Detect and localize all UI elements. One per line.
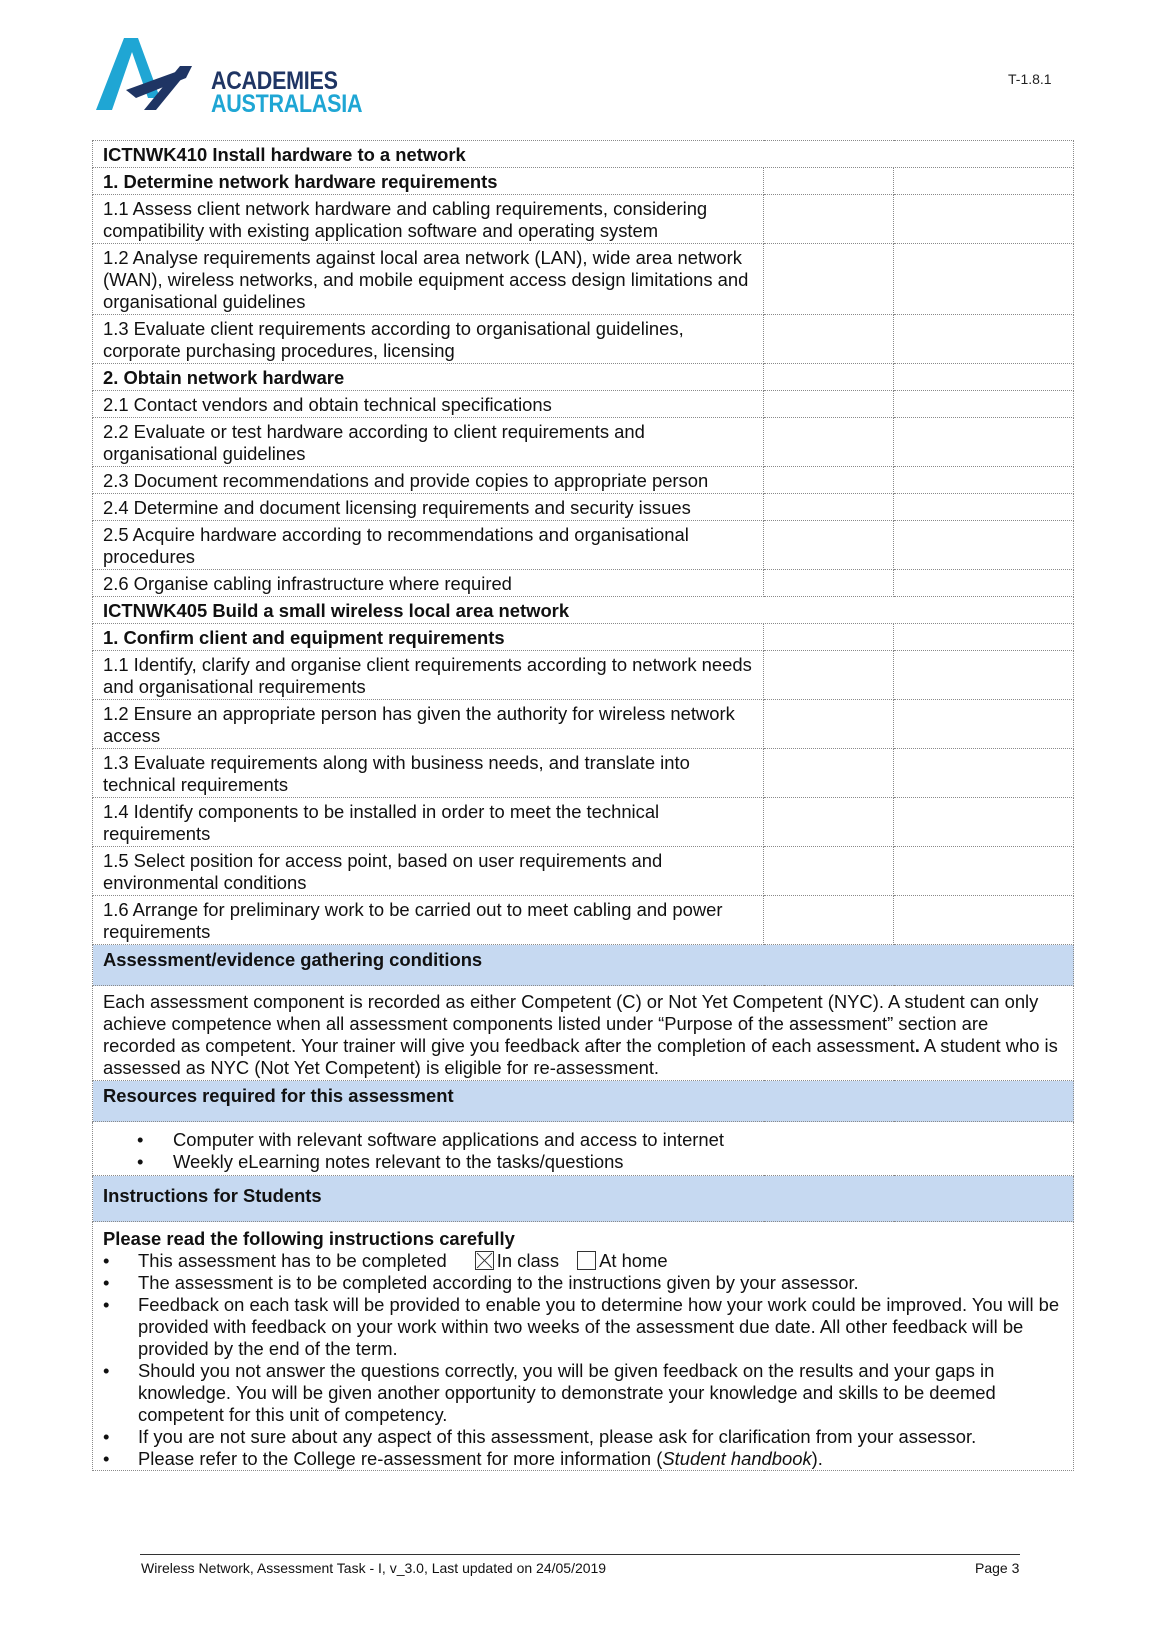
- cell-blank: [894, 364, 1074, 391]
- criterion-row: [93, 651, 1074, 700]
- criterion-text: 1.3 Evaluate requirements along with business needs, and translate into technical requirements: [93, 749, 764, 798]
- criteria-table: [92, 140, 1074, 1471]
- criterion-text: 2.6 Organise cabling infrastructure where required: [93, 570, 764, 597]
- cell-blank: [764, 418, 894, 467]
- criterion-text: 1.1 Assess client network hardware and cabling requirements, considering compatibility with existing application software and operating system: [93, 195, 764, 244]
- logo-text-australasia: AUSTRALASIA: [211, 90, 363, 118]
- cell-blank: [764, 244, 894, 315]
- section-heading-row: [93, 1176, 1074, 1222]
- instructions-list: [103, 1250, 1063, 1470]
- instructions-cell: [93, 1222, 1074, 1471]
- list-item: • Weekly eLearning notes relevant to the tasks/questions: [173, 1151, 1063, 1173]
- section-heading-row: [93, 1081, 1074, 1122]
- cell-blank: [764, 364, 894, 391]
- cell-blank: [894, 651, 1074, 700]
- cell-blank: [764, 570, 894, 597]
- criterion-text: 2.3 Document recommendations and provide copies to appropriate person: [93, 467, 764, 494]
- criterion-text: 1.3 Evaluate client requirements according to organisational guidelines, corporate purchasing procedures, licensing: [93, 315, 764, 364]
- cell-blank: [764, 315, 894, 364]
- criterion-text: 2.2 Evaluate or test hardware according to client requirements and organisational guidelines: [93, 418, 764, 467]
- student-handbook-reference: Student handbook: [662, 1448, 812, 1469]
- cell-blank: [764, 651, 894, 700]
- cell-blank: [894, 418, 1074, 467]
- list-item: • If you are not sure about any aspect of this assessment, please ask for clarification from your assessor.: [138, 1426, 1063, 1448]
- cell-blank: [894, 391, 1074, 418]
- at-home-checkbox[interactable]: [577, 1251, 596, 1270]
- criterion-row: [93, 391, 1074, 418]
- footer-page-number: Page 3: [975, 1560, 1020, 1576]
- cell-blank: [894, 168, 1074, 195]
- cell-blank: [894, 896, 1074, 945]
- element-heading-row: [93, 364, 1074, 391]
- logo-mark-icon: [96, 38, 206, 118]
- footer-document-info: Wireless Network, Assessment Task - I, v_3.0, Last updated on 24/05/2019: [141, 1560, 607, 1576]
- cell-blank: [764, 391, 894, 418]
- cell-blank: [764, 847, 894, 896]
- element-heading: 2. Obtain network hardware: [93, 364, 764, 391]
- list-item: • Feedback on each task will be provided to enable you to determine how your work could be improved. You will be provided with feedback on your work within two weeks of the assessment due date. All other feedback will be provided by the end of the term.: [138, 1294, 1063, 1360]
- criterion-text: 2.5 Acquire hardware according to recommendations and organisational procedures: [93, 521, 764, 570]
- instructions-row: [93, 1222, 1074, 1471]
- logo-text-academies: ACADEMIES: [211, 67, 338, 95]
- criterion-text: 1.6 Arrange for preliminary work to be carried out to meet cabling and power requirements: [93, 896, 764, 945]
- criterion-text: 1.2 Analyse requirements against local area network (LAN), wide area network (WAN), wireless networks, and mobile equipment access design limitations and organisational guidelines: [93, 244, 764, 315]
- list-item: [138, 1250, 1063, 1272]
- cell-blank: [894, 847, 1074, 896]
- cell-blank: [894, 570, 1074, 597]
- cell-blank: [894, 798, 1074, 847]
- cell-blank: [764, 798, 894, 847]
- section-heading-row: [93, 945, 1074, 986]
- cell-blank: [764, 749, 894, 798]
- criterion-row: [93, 467, 1074, 494]
- cell-blank: [894, 521, 1074, 570]
- conditions-heading: Assessment/evidence gathering conditions: [93, 945, 1074, 986]
- academies-australasia-logo: [96, 38, 366, 118]
- unit-title: ICTNWK410 Install hardware to a network: [93, 141, 1074, 168]
- criterion-row: [93, 244, 1074, 315]
- reassessment-prefix: Please refer to the College re-assessment for more information (: [138, 1448, 663, 1469]
- criterion-row: [93, 700, 1074, 749]
- list-item: • Should you not answer the questions correctly, you will be given feedback on the results and your gaps in knowledge. You will be given another opportunity to demonstrate your knowledge and skills to be deemed competent for this unit of competency.: [138, 1360, 1063, 1426]
- cell-blank: [894, 195, 1074, 244]
- element-heading: 1. Determine network hardware requirements: [93, 168, 764, 195]
- cell-blank: [894, 749, 1074, 798]
- cell-blank: [894, 700, 1074, 749]
- criterion-row: [93, 847, 1074, 896]
- cell-blank: [764, 195, 894, 244]
- footer-divider: [140, 1554, 1020, 1555]
- cell-blank: [764, 168, 894, 195]
- in-class-checkbox[interactable]: [475, 1251, 494, 1270]
- criterion-row: [93, 749, 1074, 798]
- list-item: • The assessment is to be completed according to the instructions given by your assessor.: [138, 1272, 1063, 1294]
- completion-label: This assessment has to be completed: [138, 1250, 447, 1271]
- criterion-row: [93, 315, 1074, 364]
- criterion-text: 1.4 Identify components to be installed in order to meet the technical requirements: [93, 798, 764, 847]
- list-item: • Computer with relevant software applications and access to internet: [173, 1129, 1063, 1151]
- conditions-period: .: [914, 1035, 920, 1056]
- criterion-text: 2.1 Contact vendors and obtain technical specifications: [93, 391, 764, 418]
- element-heading-row: [93, 624, 1074, 651]
- criterion-row: [93, 570, 1074, 597]
- unit-title: ICTNWK405 Build a small wireless local area network: [93, 597, 1074, 624]
- reassessment-suffix: ).: [811, 1448, 823, 1469]
- cell-blank: [764, 700, 894, 749]
- conditions-text-b: A student who is assessed as NYC (Not Yet Competent) is eligible for re-assessment.: [103, 1035, 1058, 1078]
- document-code: T-1.8.1: [1008, 71, 1052, 87]
- cell-blank: [894, 624, 1074, 651]
- criterion-row: [93, 494, 1074, 521]
- cell-blank: [894, 494, 1074, 521]
- cell-blank: [894, 467, 1074, 494]
- element-heading: 1. Confirm client and equipment requirements: [93, 624, 764, 651]
- criterion-text: 1.5 Select position for access point, based on user requirements and environmental conditions: [93, 847, 764, 896]
- at-home-label: At home: [599, 1250, 668, 1271]
- resources-list: [103, 1129, 1063, 1173]
- cell-blank: [894, 315, 1074, 364]
- unit-title-row: [93, 141, 1074, 168]
- cell-blank: [894, 244, 1074, 315]
- resources-cell: [93, 1122, 1074, 1176]
- instructions-heading: Instructions for Students: [93, 1176, 1074, 1222]
- cell-blank: [764, 896, 894, 945]
- criterion-text: 2.4 Determine and document licensing requirements and security issues: [93, 494, 764, 521]
- cell-blank: [764, 494, 894, 521]
- criterion-row: [93, 798, 1074, 847]
- criterion-row: [93, 896, 1074, 945]
- criterion-row: [93, 418, 1074, 467]
- conditions-text: [93, 986, 1074, 1081]
- conditions-row: [93, 986, 1074, 1081]
- resources-row: [93, 1122, 1074, 1176]
- in-class-label: In class: [496, 1250, 560, 1271]
- criterion-text: 1.2 Ensure an appropriate person has given the authority for wireless network access: [93, 700, 764, 749]
- instructions-intro: Please read the following instructions carefully: [103, 1228, 515, 1249]
- criterion-row: [93, 521, 1074, 570]
- unit-title-row: [93, 597, 1074, 624]
- criterion-row: [93, 195, 1074, 244]
- cell-blank: [764, 624, 894, 651]
- cell-blank: [764, 521, 894, 570]
- criterion-text: 1.1 Identify, clarify and organise client requirements according to network needs and organisational requirements: [93, 651, 764, 700]
- assessment-document: [92, 140, 1073, 1471]
- element-heading-row: [93, 168, 1074, 195]
- resources-heading: Resources required for this assessment: [93, 1081, 1074, 1122]
- conditions-text-a: Each assessment component is recorded as either Competent (C) or Not Yet Competent (NYC). A student can only achieve competence when all assessment components listed under “Purpose of the assessment” section are recorded as competent. Your trainer will give you feedback after the completion of each assessment: [103, 991, 1039, 1056]
- cell-blank: [764, 467, 894, 494]
- list-item: [138, 1448, 1063, 1470]
